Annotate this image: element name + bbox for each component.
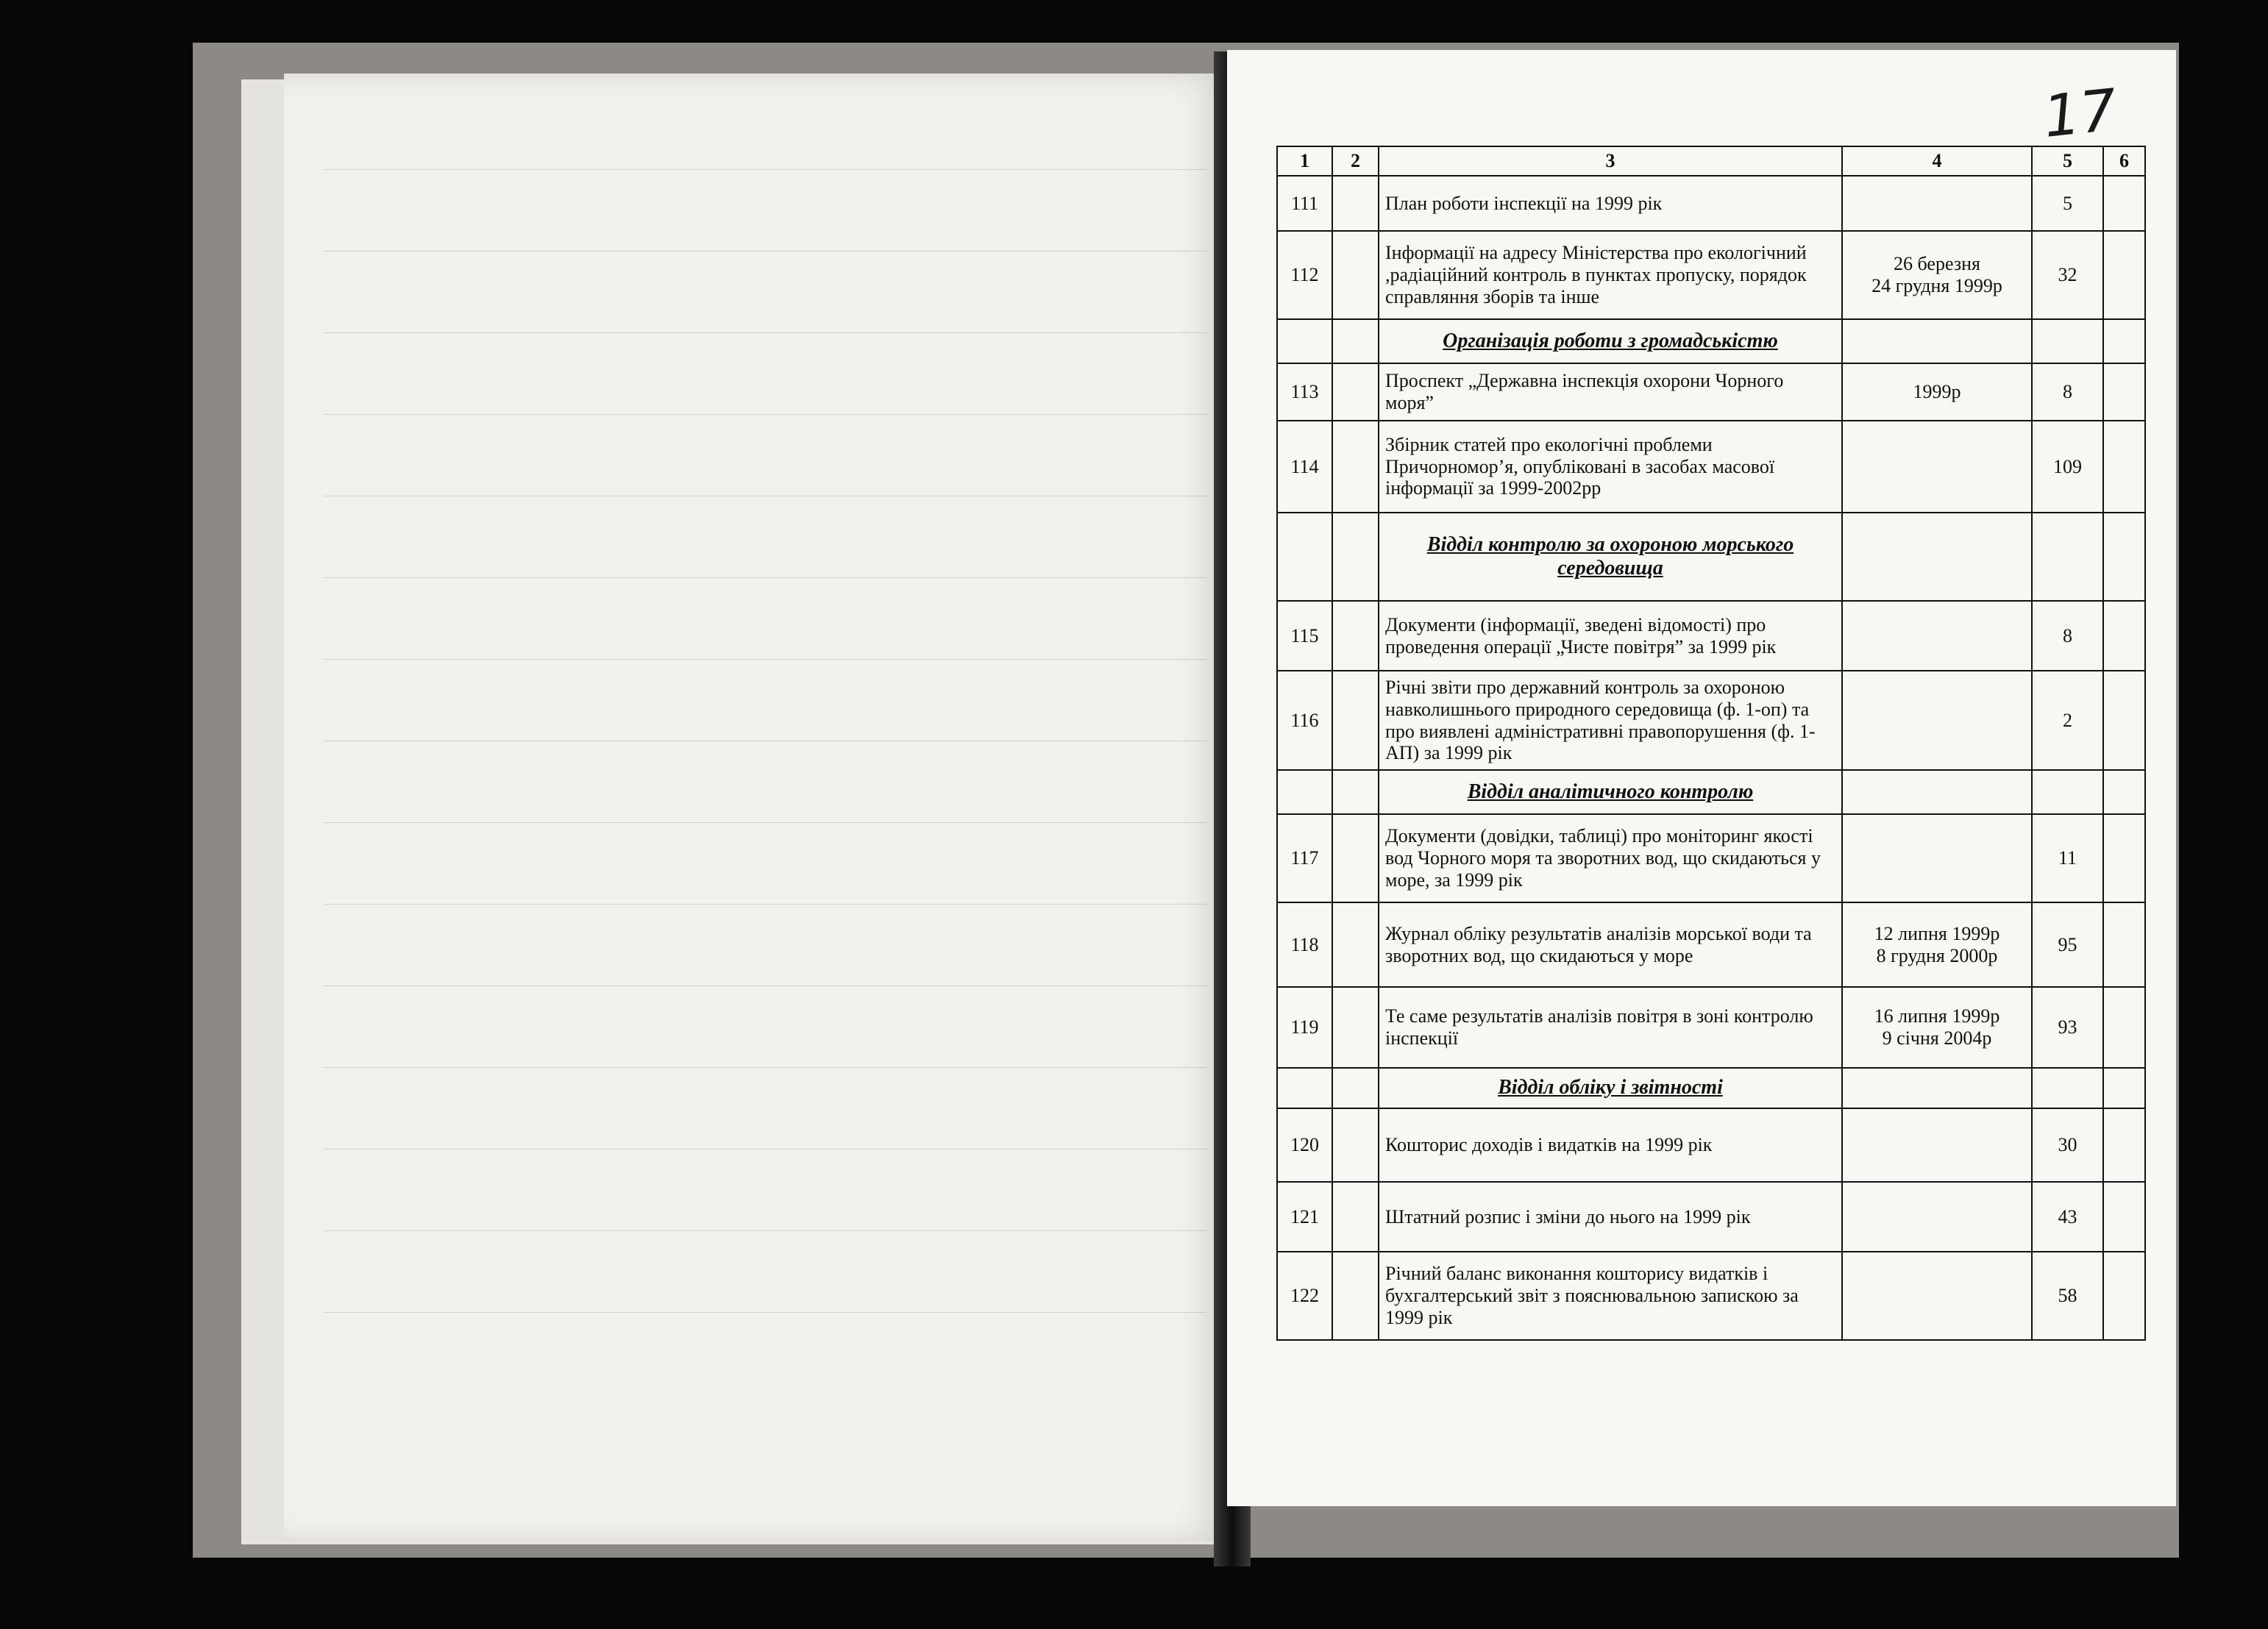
item-pages: 32 bbox=[2032, 231, 2103, 319]
table-row bbox=[1277, 363, 2145, 421]
table-row bbox=[1277, 1182, 2145, 1252]
notes-cell bbox=[2103, 601, 2145, 671]
notes-cell bbox=[2103, 319, 2145, 363]
blank-cell bbox=[1332, 601, 1379, 671]
number-cell bbox=[1277, 770, 1332, 814]
pages-cell bbox=[2032, 770, 2103, 814]
item-dates bbox=[1842, 1252, 2032, 1340]
item-dates bbox=[1842, 601, 2032, 671]
item-number: 120 bbox=[1277, 1108, 1332, 1182]
section-row bbox=[1277, 770, 2145, 814]
notes-cell bbox=[2103, 1182, 2145, 1252]
item-number: 117 bbox=[1277, 814, 1332, 902]
blank-cell bbox=[1332, 902, 1379, 987]
blank-cell bbox=[1332, 814, 1379, 902]
item-pages: 30 bbox=[2032, 1108, 2103, 1182]
notes-cell bbox=[2103, 363, 2145, 421]
section-title: Відділ аналітичного контролю bbox=[1379, 770, 1842, 814]
item-title: Річні звіти про державний контроль за охороною навколишнього природного середовища (ф. 1-оп) та про виявлені адміністративні правопорушення (ф. 1-АП) за 1999 рік bbox=[1379, 671, 1842, 770]
item-number: 111 bbox=[1277, 176, 1332, 231]
item-title: Збірник статей про екологічні проблеми Причорномор’я, опубліковані в засобах масової інформації за 1999-2002рр bbox=[1379, 421, 1842, 513]
item-title: Штатний розпис і зміни до нього на 1999 рік bbox=[1379, 1182, 1842, 1252]
item-title: Документи (інформації, зведені відомості) про проведення операції „Чисте повітря” за 1999 рік bbox=[1379, 601, 1842, 671]
table-row bbox=[1277, 987, 2145, 1068]
item-number: 119 bbox=[1277, 987, 1332, 1068]
table-row bbox=[1277, 231, 2145, 319]
section-title: Організація роботи з громадськістю bbox=[1379, 319, 1842, 363]
blank-cell bbox=[1332, 987, 1379, 1068]
header-cell: 3 bbox=[1379, 146, 1842, 176]
notes-cell bbox=[2103, 1108, 2145, 1182]
blank-cell bbox=[1332, 671, 1379, 770]
item-number: 112 bbox=[1277, 231, 1332, 319]
notes-cell bbox=[2103, 987, 2145, 1068]
item-dates bbox=[1842, 176, 2032, 231]
item-number: 115 bbox=[1277, 601, 1332, 671]
item-dates bbox=[1842, 1182, 2032, 1252]
notes-cell bbox=[2103, 902, 2145, 987]
pages-cell bbox=[2032, 513, 2103, 601]
blank-cell bbox=[1332, 1252, 1379, 1340]
blank-cell bbox=[1332, 421, 1379, 513]
item-pages: 58 bbox=[2032, 1252, 2103, 1340]
item-title: Інформації на адресу Міністерства про екологічний ,радіаційний контроль в пунктах пропуску, порядок справляння зборів та інше bbox=[1379, 231, 1842, 319]
number-cell bbox=[1277, 513, 1332, 601]
blank-cell bbox=[1332, 176, 1379, 231]
item-number: 114 bbox=[1277, 421, 1332, 513]
item-title: Журнал обліку результатів аналізів морської води та зворотних вод, що скидаються у море bbox=[1379, 902, 1842, 987]
item-title: Кошторис доходів і видатків на 1999 рік bbox=[1379, 1108, 1842, 1182]
notes-cell bbox=[2103, 513, 2145, 601]
blank-cell bbox=[1332, 1108, 1379, 1182]
item-dates bbox=[1842, 814, 2032, 902]
number-cell bbox=[1277, 319, 1332, 363]
pages-cell bbox=[2032, 319, 2103, 363]
dates-cell bbox=[1842, 319, 2032, 363]
item-pages: 11 bbox=[2032, 814, 2103, 902]
item-title: Проспект „Державна інспекція охорони Чорного моря” bbox=[1379, 363, 1842, 421]
blank-cell bbox=[1332, 1182, 1379, 1252]
header-cell: 4 bbox=[1842, 146, 2032, 176]
item-pages: 8 bbox=[2032, 601, 2103, 671]
item-title: Те саме результатів аналізів повітря в зоні контролю інспекції bbox=[1379, 987, 1842, 1068]
notes-cell bbox=[2103, 1068, 2145, 1108]
table-row bbox=[1277, 1108, 2145, 1182]
section-row bbox=[1277, 513, 2145, 601]
item-pages: 5 bbox=[2032, 176, 2103, 231]
header-cell: 1 bbox=[1277, 146, 1332, 176]
table-row bbox=[1277, 671, 2145, 770]
item-number: 122 bbox=[1277, 1252, 1332, 1340]
item-dates: 26 березня 24 грудня 1999р bbox=[1842, 231, 2032, 319]
header-row bbox=[1277, 146, 2145, 176]
item-number: 121 bbox=[1277, 1182, 1332, 1252]
archive-registry-table bbox=[1276, 146, 2146, 1341]
item-dates bbox=[1842, 421, 2032, 513]
table-row bbox=[1277, 421, 2145, 513]
blank-cell bbox=[1332, 770, 1379, 814]
item-number: 118 bbox=[1277, 902, 1332, 987]
item-dates bbox=[1842, 671, 2032, 770]
notes-cell bbox=[2103, 770, 2145, 814]
bleed-through-lines bbox=[324, 169, 1206, 1419]
notes-cell bbox=[2103, 231, 2145, 319]
blank-cell bbox=[1332, 231, 1379, 319]
section-title: Відділ контролю за охороною морського середовища bbox=[1379, 513, 1842, 601]
item-pages: 8 bbox=[2032, 363, 2103, 421]
item-title: Документи (довідки, таблиці) про моніторинг якості вод Чорного моря та зворотних вод, що скидаються у море, за 1999 рік bbox=[1379, 814, 1842, 902]
section-row bbox=[1277, 1068, 2145, 1108]
item-dates: 16 липня 1999р 9 січня 2004р bbox=[1842, 987, 2032, 1068]
item-number: 116 bbox=[1277, 671, 1332, 770]
blank-cell bbox=[1332, 513, 1379, 601]
table-row bbox=[1277, 601, 2145, 671]
item-dates bbox=[1842, 1108, 2032, 1182]
item-pages: 109 bbox=[2032, 421, 2103, 513]
header-cell: 6 bbox=[2103, 146, 2145, 176]
section-row bbox=[1277, 319, 2145, 363]
dates-cell bbox=[1842, 513, 2032, 601]
handwritten-page-number: 17 bbox=[2040, 77, 2120, 151]
notes-cell bbox=[2103, 1252, 2145, 1340]
notes-cell bbox=[2103, 671, 2145, 770]
notes-cell bbox=[2103, 176, 2145, 231]
item-dates: 12 липня 1999р 8 грудня 2000р bbox=[1842, 902, 2032, 987]
item-pages: 95 bbox=[2032, 902, 2103, 987]
notes-cell bbox=[2103, 421, 2145, 513]
item-pages: 93 bbox=[2032, 987, 2103, 1068]
number-cell bbox=[1277, 1068, 1332, 1108]
item-pages: 2 bbox=[2032, 671, 2103, 770]
item-pages: 43 bbox=[2032, 1182, 2103, 1252]
pages-cell bbox=[2032, 1068, 2103, 1108]
blank-cell bbox=[1332, 1068, 1379, 1108]
item-title: План роботи інспекції на 1999 рік bbox=[1379, 176, 1842, 231]
notes-cell bbox=[2103, 814, 2145, 902]
header-cell: 2 bbox=[1332, 146, 1379, 176]
blank-cell bbox=[1332, 319, 1379, 363]
table-row bbox=[1277, 176, 2145, 231]
dates-cell bbox=[1842, 770, 2032, 814]
dates-cell bbox=[1842, 1068, 2032, 1108]
table-row bbox=[1277, 902, 2145, 987]
table-row bbox=[1277, 814, 2145, 902]
header-cell: 5 bbox=[2032, 146, 2103, 176]
item-title: Річний баланс виконання кошторису видатків і бухгалтерський звіт з пояснювальною запискою за 1999 рік bbox=[1379, 1252, 1842, 1340]
blank-cell bbox=[1332, 363, 1379, 421]
section-title: Відділ обліку і звітності bbox=[1379, 1068, 1842, 1108]
item-dates: 1999р bbox=[1842, 363, 2032, 421]
item-number: 113 bbox=[1277, 363, 1332, 421]
table-row bbox=[1277, 1252, 2145, 1340]
